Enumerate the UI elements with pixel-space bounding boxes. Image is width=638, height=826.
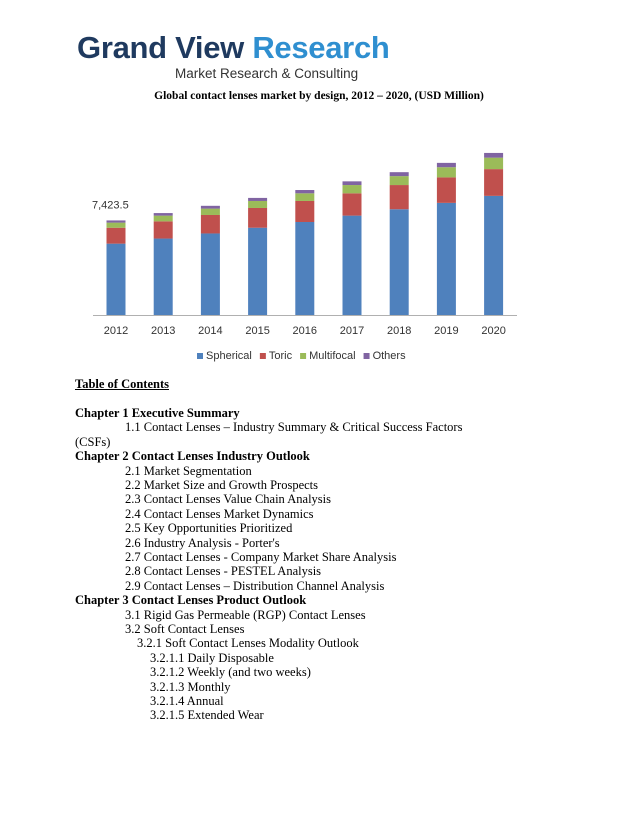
legend-label-toric: Toric [268, 350, 293, 362]
bar-others-2014 [201, 206, 220, 209]
bar-others-2017 [343, 181, 362, 185]
bar-multifocal-2014 [201, 209, 220, 215]
bar-spherical-2014 [201, 233, 220, 315]
toc-chapter-heading: Chapter 2 Contact Lenses Industry Outlook [75, 449, 310, 464]
x-tick-label-2020: 2020 [481, 325, 506, 337]
toc-entry: (CSFs) [75, 434, 111, 449]
bar-multifocal-2012 [107, 223, 126, 228]
legend-swatch-toric [260, 353, 266, 359]
toc-entry: 2.4 Contact Lenses Market Dynamics [125, 506, 314, 521]
legend-label-others: Others [372, 350, 406, 362]
bar-multifocal-2019 [437, 167, 456, 177]
legend-label-multifocal: Multifocal [309, 350, 356, 362]
x-tick-label-2017: 2017 [339, 325, 365, 337]
bar-others-2020 [484, 153, 503, 158]
bar-multifocal-2013 [154, 216, 173, 222]
stacked-bar-chart [0, 0, 638, 375]
toc-title: Table of Contents [75, 377, 169, 391]
bar-spherical-2019 [437, 203, 456, 315]
toc-entry: 2.9 Contact Lenses – Distribution Channel Analysis [125, 578, 385, 593]
x-tick-label-2012: 2012 [103, 325, 129, 337]
bar-multifocal-2018 [390, 176, 409, 185]
bar-others-2015 [248, 198, 267, 201]
bar-toric-2015 [248, 208, 267, 228]
bar-others-2016 [295, 190, 314, 193]
toc-entry: 3.2 Soft Contact Lenses [125, 622, 245, 636]
legend-swatch-spherical [197, 353, 203, 359]
bar-toric-2019 [437, 177, 456, 202]
toc-entry: 3.2.1.5 Extended Wear [150, 708, 264, 723]
toc-entry: 2.6 Industry Analysis - Porter's [125, 535, 280, 550]
toc-entry: 3.2.1.1 Daily Disposable [150, 650, 274, 665]
x-tick-label-2019: 2019 [434, 325, 459, 337]
bar-multifocal-2015 [248, 201, 267, 208]
toc-entry: 3.2.1.4 Annual [150, 694, 224, 708]
toc-entry: 1.1 Contact Lenses – Industry Summary & Critical Success Factors [125, 420, 463, 435]
bar-toric-2012 [107, 228, 126, 244]
bar-multifocal-2017 [343, 185, 362, 193]
bar-multifocal-2016 [295, 193, 314, 201]
bar-spherical-2015 [248, 228, 267, 315]
toc-entry: 2.5 Key Opportunities Prioritized [125, 521, 293, 536]
bar-toric-2013 [154, 221, 173, 238]
legend-swatch-multifocal [300, 353, 306, 359]
bar-others-2018 [390, 172, 409, 176]
x-tick-label-2013: 2013 [150, 325, 176, 337]
bar-spherical-2012 [107, 244, 126, 315]
logo-tagline: Market Research & Consulting [175, 66, 359, 81]
bar-others-2012 [107, 220, 126, 222]
legend-label-spherical: Spherical [206, 350, 252, 362]
toc-entry: 2.7 Contact Lenses - Company Market Share Analysis [125, 550, 397, 564]
chart-title: Global contact lenses market by design, 2012 – 2020, (USD Million) [154, 90, 484, 102]
toc-entry: 3.1 Rigid Gas Permeable (RGP) Contact Lenses [125, 607, 366, 622]
x-tick-label-2016: 2016 [292, 325, 318, 337]
bar-toric-2017 [343, 193, 362, 215]
toc-entry: 2.1 Market Segmentation [125, 463, 252, 478]
toc-entry: 3.2.1 Soft Contact Lenses Modality Outlook [137, 636, 359, 651]
data-label-2012: 7,423.5 [92, 199, 129, 212]
bar-toric-2020 [484, 169, 503, 196]
bar-multifocal-2020 [484, 158, 503, 169]
toc-entry: 3.2.1.2 Weekly (and two weeks) [150, 665, 311, 680]
bar-spherical-2020 [484, 196, 503, 315]
bar-spherical-2016 [295, 222, 314, 315]
toc-entry: 3.2.1.3 Monthly [150, 679, 231, 694]
bar-spherical-2018 [390, 209, 409, 315]
bar-toric-2014 [201, 215, 220, 233]
bar-others-2013 [154, 213, 173, 216]
bar-toric-2018 [390, 185, 409, 209]
bar-spherical-2017 [343, 216, 362, 315]
toc-entry: 2.2 Market Size and Growth Prospects [125, 478, 319, 492]
toc-entry: 2.3 Contact Lenses Value Chain Analysis [125, 492, 331, 507]
logo-word-grand-view: Grand View [77, 30, 244, 65]
toc-chapter-heading: Chapter 1 Executive Summary [75, 406, 240, 420]
bar-others-2019 [437, 163, 456, 167]
bar-spherical-2013 [154, 239, 173, 315]
toc-chapter-heading: Chapter 3 Contact Lenses Product Outlook [75, 593, 307, 608]
x-tick-label-2015: 2015 [245, 325, 270, 337]
x-tick-label-2014: 2014 [198, 325, 223, 337]
toc-entry: 2.8 Contact Lenses - PESTEL Analysis [125, 564, 322, 579]
x-tick-label-2018: 2018 [386, 325, 412, 337]
bar-toric-2016 [295, 201, 314, 222]
legend-swatch-others [364, 353, 370, 359]
logo-word-research: Research [252, 30, 390, 65]
